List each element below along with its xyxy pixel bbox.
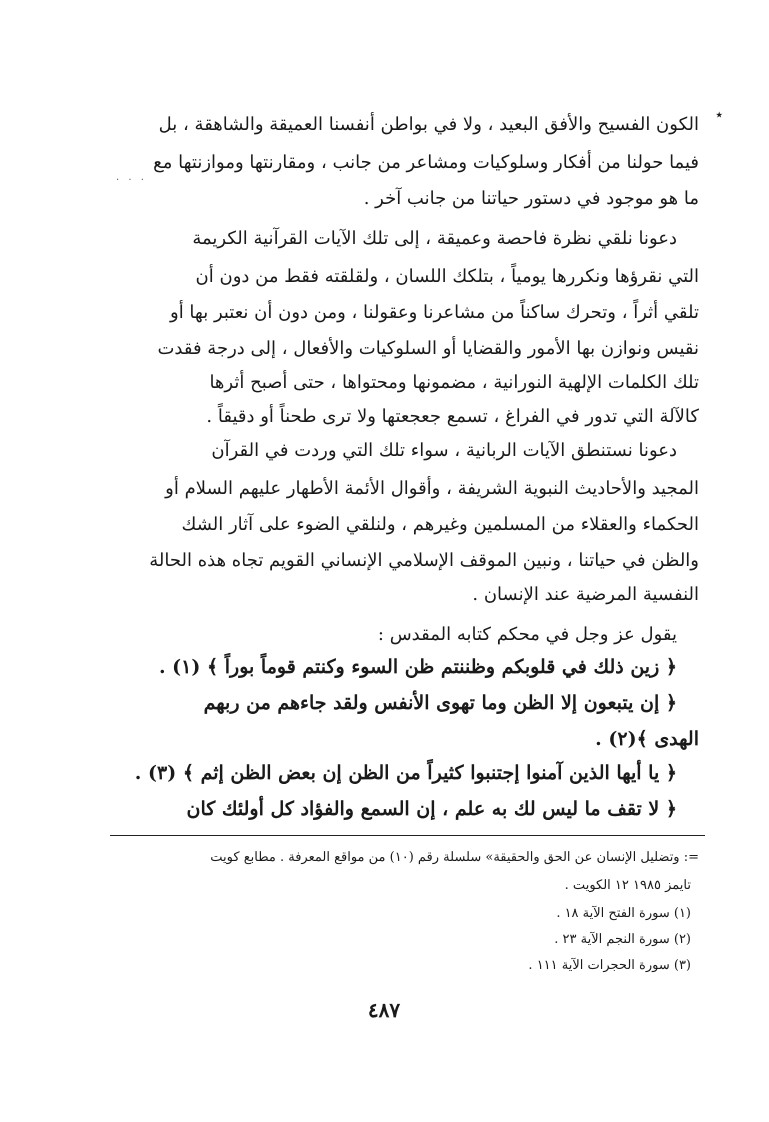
paragraph2-line5: تلك الكلمات الإلهية النورانية ، مضمونها ومحتواها ، حتى أصبح أثرها bbox=[209, 372, 699, 393]
footnote-1: (١) سورة الفتح الآية ١٨ . bbox=[556, 906, 691, 921]
paragraph1-line3: ما هو موجود في دستور حياتنا من جانب آخر . bbox=[363, 188, 699, 209]
page-number: ٤٨٧ bbox=[367, 998, 401, 1022]
paragraph3-line3: الحكماء والعقلاء من المسلمين وغيرهم ، ولنلقي الضوء على آثار الشك bbox=[181, 514, 699, 535]
verses-intro: يقول عز وجل في محكم كتابه المقدس : bbox=[377, 624, 677, 645]
footnote-separator bbox=[110, 835, 705, 836]
paragraph2-line6: كالآلة التي تدور في الفراغ ، تسمع جعجعتها ولا ترى طحناً أو دقيقاً . bbox=[206, 406, 699, 427]
paragraph1-line2: فيما حولنا من أفكار وسلوكيات ومشاعر من جانب ، ومقارنتها وموازنتها مع bbox=[153, 152, 699, 173]
paragraph2-line3: تلقي أثراً ، وتحرك ساكناً من مشاعرنا وعقولنا ، ومن دون أن نعتبر بها أو bbox=[170, 302, 699, 323]
paragraph1-line1: الكون الفسيح والأفق البعيد ، ولا في بواطن أنفسنا العميقة والشاهقة ، بل bbox=[158, 114, 699, 135]
footnote-3: (٣) سورة الحجرات الآية ١١١ . bbox=[528, 958, 691, 973]
paragraph2-line1: دعونا نلقي نظرة فاحصة وعميقة ، إلى تلك الآيات القرآنية الكريمة bbox=[192, 228, 677, 249]
verse-2-line1: ﴿ إن يتبعون إلا الظن وما تهوى الأنفس ولقد جاءهم من ربهم bbox=[203, 692, 677, 714]
verse-3: ﴿ يا أيها الذين آمنوا إجتنبوا كثيراً من الظن إن بعض الظن إثم ﴾ (٣) . bbox=[134, 762, 677, 784]
paragraph3-line4: والظن في حياتنا ، ونبين الموقف الإسلامي الإنساني القويم تجاه هذه الحالة bbox=[149, 550, 699, 571]
paragraph2-line2: التي نقرؤها ونكررها يومياً ، بتلكك اللسان ، ولقلقته فقط من دون أن bbox=[195, 266, 699, 287]
paragraph3-line5: النفسية المرضية عند الإنسان . bbox=[472, 584, 699, 605]
margin-dots: . . . bbox=[116, 172, 147, 183]
verse-4: ﴿ لا تقف ما ليس لك به علم ، إن السمع والفؤاد كل أولئك كان bbox=[186, 798, 677, 820]
footnote-continued-line2: تايمز ١٩٨٥ ١٢ الكويت . bbox=[564, 878, 691, 893]
footnote-2: (٢) سورة النجم الآية ٢٣ . bbox=[554, 932, 691, 947]
paragraph2-line4: نقيس ونوازن بها الأمور والقضايا أو السلوكيات والأفعال ، إلى درجة فقدت bbox=[157, 338, 699, 359]
paragraph3-line1: دعونا نستنطق الآيات الربانية ، سواء تلك التي وردت في القرآن bbox=[211, 440, 677, 461]
footnote-continued-line1: =: وتضليل الإنسان عن الحق والحقيقة» سلسلة رقم (١٠) من مواقع المعرفة . مطابع كويت bbox=[210, 850, 699, 865]
verse-2-line2: الهدى ﴾(٢) . bbox=[595, 728, 699, 750]
margin-mark: ٭ bbox=[715, 107, 723, 123]
paragraph3-line2: المجيد والأحاديث النبوية الشريفة ، وأقوال الأئمة الأطهار عليهم السلام أو bbox=[165, 478, 699, 499]
verse-1: ﴿ زين ذلك في قلوبكم وظننتم ظن السوء وكنتم قوماً بوراً ﴾ (١) . bbox=[158, 656, 677, 678]
